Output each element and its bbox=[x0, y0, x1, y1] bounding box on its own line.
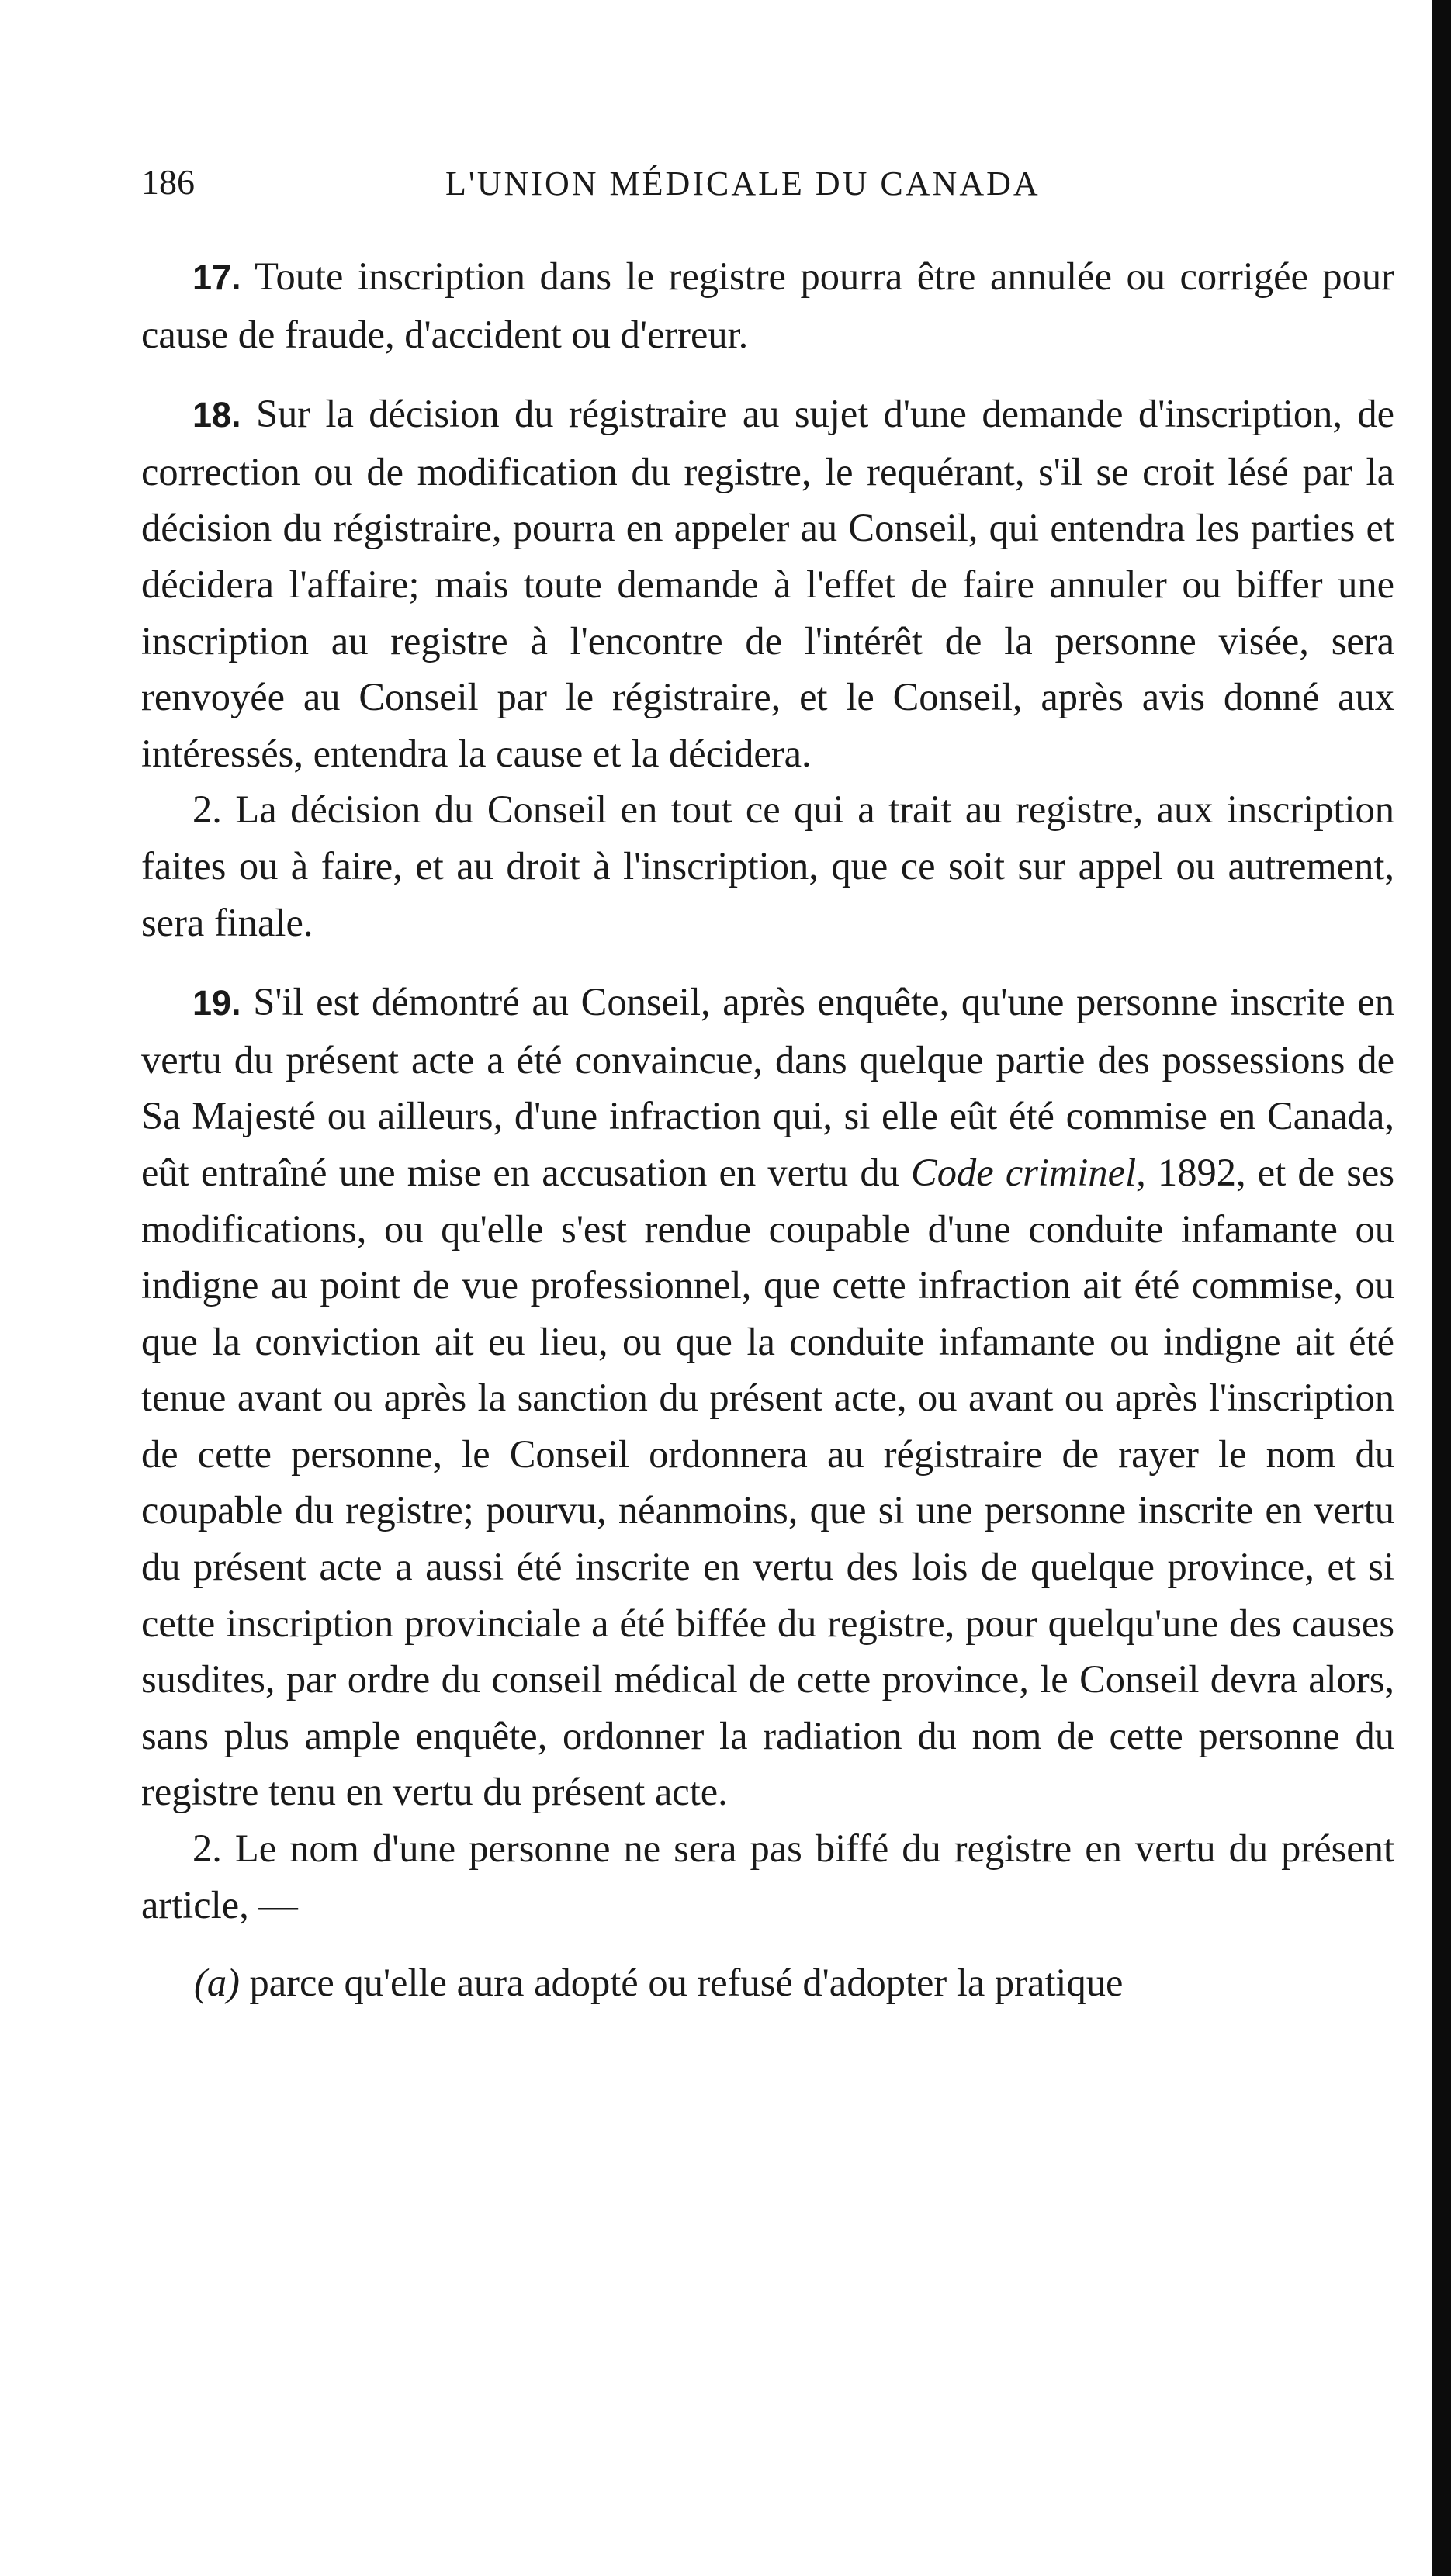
page-edge-shadow bbox=[1432, 0, 1451, 2576]
page-header bbox=[141, 147, 1394, 217]
article-19-text-part-1: S'il est démontré au Conseil, après enquête, qu'une personne inscrite en vertu du présent acte a été convaincue, dans quelque partie des possessions de Sa Majesté ou ailleurs, d'une infraction qui, si elle eût été commise en Canada, eût entraîné une mise en accusation en vertu du bbox=[141, 980, 1395, 1194]
item-a-text: parce qu'elle aura adopté ou refusé d'adopter la pratique bbox=[239, 1961, 1124, 2005]
running-title: L'UNION MÉDICALE DU CANADA bbox=[445, 164, 1041, 203]
article-19 bbox=[141, 974, 1394, 1820]
article-19-text-part-2: 1892, et de ses modifications, ou qu'elle s'est rendue coupable d'une conduite infamante ou indigne au point de vue professionnel, que cette infraction ait été commise, ou que la conviction ait eu lieu, ou que la conduite infamante ou indigne ait été tenue avant ou après la sanction du présent acte, ou avant ou après l'inscription de cette personne, le Conseil ordonnera au régistraire de rayer le nom du coupable du registre; pourvu, néanmoins, que si une personne inscrite en vertu du présent acte a aussi été inscrite en vertu des lois de quelque province, et si cette inscription provinciale a été biffée du registre, pour quelqu'une des causes susdites, par ordre du conseil médical de cette province, le Conseil devra alors, sans plus ample enquête, ordonner la radiation du nom de cette personne du registre tenu en vertu du présent acte. bbox=[141, 1150, 1394, 1814]
article-17 bbox=[141, 248, 1394, 362]
page-number: 186 bbox=[141, 162, 195, 202]
article-18-text: Sur la décision du régistraire au sujet d'une demande d'inscription, de correction ou de modification du registre, le requérant, s'il se croit lésé par la décision du régistraire, pourra en appeler au Conseil, qui entendra les parties et décidera l'affaire; mais toute demande à l'effet de faire annuler ou biffer une inscription au registre à l'encontre de l'intérêt de la personne visée, sera renvoyée au Conseil par le régistraire, et le Conseil, après avis donné aux intéressés, entendra la cause et la décidera. bbox=[141, 392, 1394, 775]
article-19-number: 19. bbox=[192, 983, 241, 1023]
article-19-item-a bbox=[141, 1955, 1394, 2011]
item-a-label: (a) bbox=[194, 1961, 240, 2005]
article-18-paragraph-2: 2. La décision du Conseil en tout ce qui a trait au registre, aux inscription faites ou à faire, et au droit à l'inscription, que ce soit sur appel ou autrement, sera finale. bbox=[141, 788, 1394, 944]
article-18-number: 18. bbox=[192, 395, 241, 435]
article-19-paragraph-2: 2. Le nom d'une personne ne sera pas biffé du registre en vertu du présent article, — bbox=[141, 1826, 1394, 1927]
code-criminel-title: Code criminel, bbox=[911, 1150, 1146, 1194]
document-page bbox=[141, 147, 1394, 2011]
article-18 bbox=[141, 386, 1394, 781]
article-17-number: 17. bbox=[192, 258, 241, 297]
article-17-text: Toute inscription dans le registre pourra être annulée ou corrigée pour cause de fraude, d'accident ou d'erreur. bbox=[141, 254, 1394, 356]
